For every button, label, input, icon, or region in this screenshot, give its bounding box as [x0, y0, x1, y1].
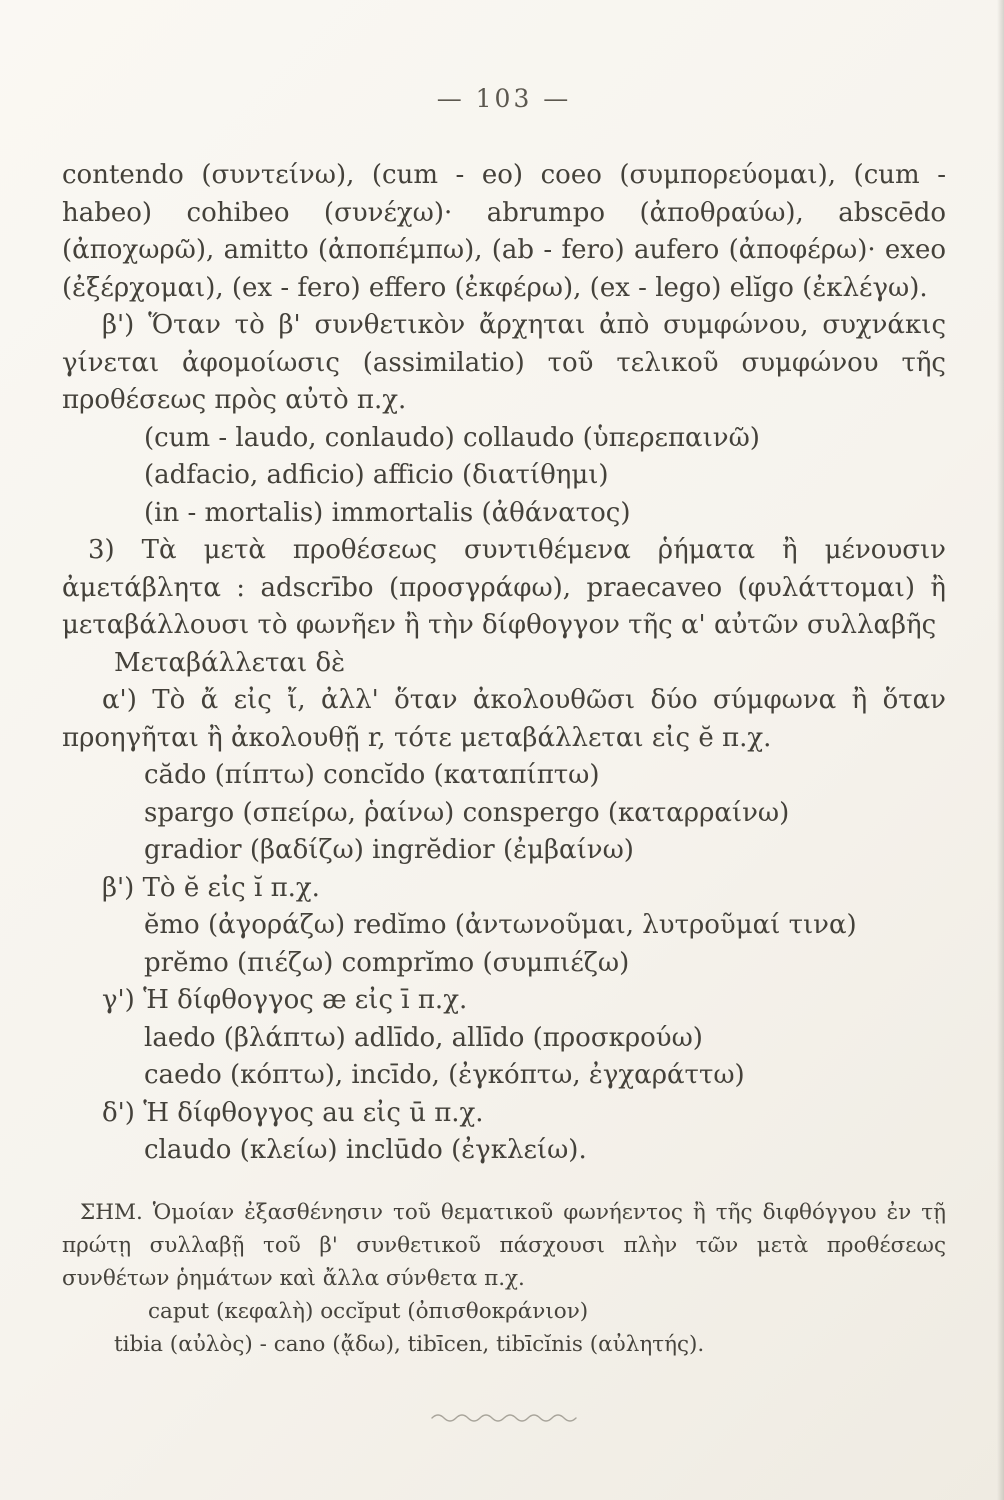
example-line: ĕmo (ἀγοράζω) redĭmo (ἀντωνοῦμαι, λυτροῦμαί τινα)	[144, 910, 857, 940]
au-to-u-examples	[62, 1132, 946, 1170]
example-line: (cum - laudo, conlaudo) collaudo (ὑπερεπαινῶ)	[144, 422, 760, 453]
text-block	[62, 157, 946, 1434]
item-delta-au-to-u: δ') Ἡ δίφθογγος au εἰς ū π.χ.	[102, 1097, 484, 1128]
a-to-i-examples	[62, 757, 946, 870]
item-alpha-a-to-i: α') Τὸ ἄ εἰς ἴ, ἀλλ' ὅταν ἀκολουθῶσι δύο σύμφωνα ἢ ὅταν προηγῆται ἢ ἀκολουθῇ r, τότε μεταβάλλεται εἰς ĕ π.χ.	[62, 685, 946, 753]
example-line: (in - mortalis) immortalis (ἀθάνατος)	[144, 497, 631, 528]
example-line: laedo (βλάπτω) adlīdo, allīdo (προσκρούω)	[144, 1022, 703, 1053]
example-line: gradior (βαδίζω) ingrĕdior (ἐμβαίνω)	[144, 835, 634, 865]
example-line: (adfacio, adficio) afficio (διατίθημι)	[144, 460, 609, 490]
example-line: spargo (σπείρω, ῥαίνω) conspergo (καταρραίνω)	[144, 797, 790, 828]
example-line: prĕmo (πιέζω) comprĭmo (συμπιέζω)	[144, 947, 630, 978]
footnote-text: ΣΗΜ. Ὁμοίαν ἐξασθένησιν τοῦ θεματικοῦ φωνήεντος ἢ τῆς διφθόγγου ἐν τῇ πρώτῃ συλλαβῇ τοῦ β' συνθετικοῦ πάσχουσι πλὴν τῶν μετὰ προθέσεως συνθέτων ῥημάτων καὶ ἄλλα σύνθετα π.χ.	[62, 1199, 946, 1291]
e-to-i-examples	[62, 907, 946, 982]
divider-squiggle-icon	[429, 1411, 579, 1423]
example-line: cădo (πίπτω) concĭdo (καταπίπτω)	[144, 760, 600, 790]
footnote-example-line: caput (κεφαλὴ) occĭput (ὀπισθοκράνιον)	[148, 1298, 589, 1324]
paragraph-rule-3: 3) Τὰ μετὰ προθέσεως συντιθέμενα ῥήματα ἢ μένουσιν ἀμετάβλητα : adscrībo (προσγράφω), praecaveo (φυλάττομαι) ἢ μεταβάλλουσι τὸ φωνῆεν ἢ τὴν δίφθογγον τῆς α' αὐτῶν συλλαβῆς	[62, 535, 946, 640]
item-beta-e-to-i: β') Τὸ ĕ εἰς ĭ π.χ.	[102, 872, 320, 903]
example-line: claudo (κλείω) inclūdo (ἐγκλείω).	[144, 1135, 587, 1165]
paragraph-continuation: contendo (συντείνω), (cum - eo) coeo (συμπορεύομαι), (cum - habeo) cohibeo (συνέχω)· abrumpo (ἀποθραύω), abscēdo (ἀποχωρῶ), amitto (ἀποπέμπω), (ab - fero) aufero (ἀποφέρω)· exeo (ἐξέρχομαι), (ex - fero) effero (ἐκφέρω), (ex - lego) elĭgo (ἐκλέγω).	[62, 160, 946, 303]
page-number: — 103 —	[436, 84, 572, 113]
section-divider	[62, 1397, 946, 1435]
footnote-example-line: tibia (αὐλὸς) - cano (ᾄδω), tibīcen, tibīcĭnis (αὐλητής).	[114, 1331, 705, 1357]
item-beta-assimilation: β') Ὅταν τὸ β' συνθετικὸν ἄρχηται ἀπὸ συμφώνου, συχνάκις γίνεται ἀφομοίωσις (assimilatio) τοῦ τελικοῦ συμφώνου τῆς προθέσεως πρὸς αὐτὸ π.χ.	[62, 310, 946, 415]
assimilation-examples	[62, 420, 946, 533]
ae-to-i-examples	[62, 1020, 946, 1095]
item-gamma-ae-to-i: γ') Ἡ δίφθογγος æ εἰς ī π.χ.	[102, 985, 468, 1015]
example-line: caedo (κόπτω), incīdo, (ἐγκόπτω, ἐγχαράττω)	[144, 1060, 745, 1090]
footnote-section	[62, 1196, 946, 1361]
line-metaballetai: Μεταβάλλεται δὲ	[114, 647, 346, 678]
